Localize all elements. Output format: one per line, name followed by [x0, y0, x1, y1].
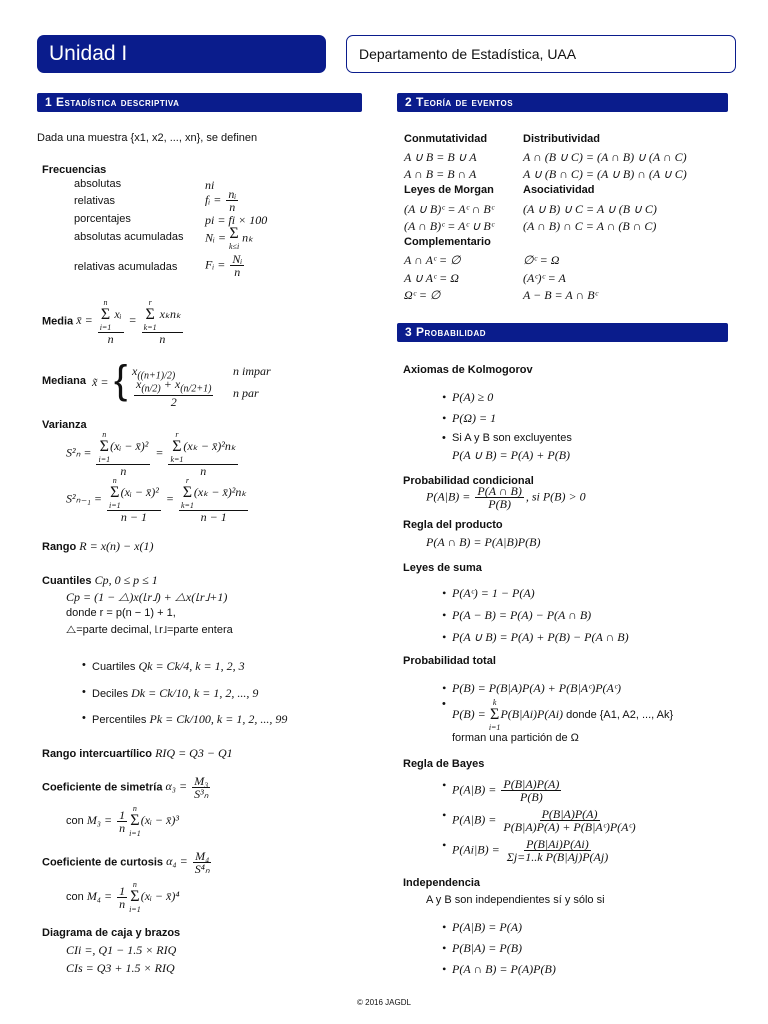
morgan-eq1: (A ∪ B)ᶜ = Aᶜ ∩ Bᶜ	[404, 202, 494, 216]
rango-label: Rango	[42, 541, 77, 553]
freq-absacum-eq: Nᵢ = Σ k≤i nₖ	[205, 225, 254, 251]
b1-den: P(B)	[520, 790, 543, 804]
total-2: • P(B) = k Σ i=1 P(B|Ai)P(Ai) donde {A1, A2, ..., Ak}	[452, 698, 673, 732]
freq-porcentajes: porcentajes	[74, 213, 131, 225]
riq-eq: RIQ = Q3 − Q1	[155, 746, 233, 760]
rango-eq: R = x(n) − x(1)	[79, 539, 154, 553]
section-header-descriptiva: 1 Estadística descriptiva	[37, 93, 362, 112]
con-label: con	[66, 814, 84, 827]
donde-line: donde r = p(n − 1) + 1,	[66, 607, 176, 619]
varianza-label: Varianza	[42, 419, 87, 431]
mediana-brace: {	[114, 358, 128, 402]
axioma-3: • Si A y B son excluyentes	[452, 432, 572, 444]
bayes-2	[452, 808, 640, 833]
producto-label: Regla del producto	[403, 519, 503, 531]
curtosis-m4: con M₄ = $\frac{1}{n}$ n Σ i=1 (xᵢ − x̄)⁴	[66, 880, 180, 914]
cp-eq: Cp = (1 − ⧍)x(⌊r⌋) + ⧍x(⌊r⌋+1)	[66, 590, 228, 604]
comp-eq6: A − B = A ∩ Bᶜ	[523, 288, 598, 302]
freq-absacum: absolutas acumuladas	[74, 231, 184, 243]
b3-lhs: P(Ai|B) =	[452, 842, 500, 857]
indep-1: • P(A|B) = P(A)	[452, 920, 522, 935]
riq-line	[42, 746, 233, 761]
freq-relacum: relativas acumuladas	[74, 261, 178, 273]
complementario-label: Complementario	[404, 236, 491, 248]
cuantiles-eq: Cp, 0 ≤ p ≤ 1	[94, 573, 158, 587]
varianza-sn1: S²ₙ₋₁ = n Σ i=1 (xᵢ − x̄)² n − 1 = r Σ k=1 (xₖ − x̄)²nₖ n − 1	[66, 476, 247, 524]
cond-den: P(B)	[488, 497, 511, 511]
intro-text: Dada una muestra {x1, x2, ..., xn}, se definen	[37, 132, 258, 144]
curtosis-line: Coeficiente de curtosis α₄ = $\frac{\text{M₄}}{\text{S⁴ₙ}}$	[42, 849, 210, 876]
conm-eq1: A ∪ B = B ∪ A	[404, 150, 477, 164]
asociatividad-label: Asociatividad	[523, 184, 595, 196]
t2c: donde {A1, A2, ..., Ak}	[566, 708, 674, 721]
axioma-2: • P(Ω) = 1	[452, 411, 496, 426]
deciles-item	[92, 686, 258, 701]
comp-eq1: A ∩ Aᶜ = ∅	[404, 253, 461, 267]
cuartiles-label: Cuartiles	[92, 661, 136, 673]
cuartiles-item	[92, 659, 245, 674]
total-2-particion: forman una partición de Ω	[452, 732, 579, 744]
suma-3: • P(A ∪ B) = P(A) + P(B) − P(A ∩ B)	[452, 630, 629, 645]
mediana-impar-eq: $x_{((n+1)/2)}$	[132, 364, 176, 382]
freq-pct-eq: pi = fi × 100	[205, 213, 268, 227]
freq-abs-eq: ni	[205, 178, 215, 192]
total-1: • P(B) = P(B|A)P(A) + P(B|Aᶜ)P(Aᶜ)	[452, 681, 621, 696]
t2b: P(B|Ai)P(Ai)	[500, 706, 564, 721]
axioma-3b: P(A ∪ B) = P(A) + P(B)	[452, 448, 571, 462]
freq-absolutas: absolutas	[74, 178, 122, 190]
suma-1: • P(Aᶜ) = 1 − P(A)	[452, 586, 535, 601]
b3-den: Σj=1..k P(B|Aj)P(Aj)	[506, 850, 609, 864]
bayes-label: Regla de Bayes	[403, 758, 485, 770]
cond-lhs: P(A|B) =	[426, 489, 471, 504]
frecuencias-label: Frecuencias	[42, 164, 107, 176]
caja-label: Diagrama de caja y brazos	[42, 927, 181, 939]
b1-num: P(B|A)P(A)	[503, 777, 560, 791]
rango-line	[42, 539, 153, 554]
dist-eq2: A ∪ (B ∩ C) = (A ∪ B) ∩ (A ∪ C)	[523, 167, 687, 181]
condicional-eq	[426, 485, 586, 510]
bayes-3	[452, 838, 612, 863]
conm-eq2: A ∩ B = B ∩ A	[404, 167, 477, 181]
comp-eq3: Ωᶜ = ∅	[404, 288, 441, 302]
unit-title: Unidad I	[37, 35, 326, 73]
distributividad-label: Distributividad	[523, 133, 601, 145]
department-box: Departamento de Estadística, UAA	[346, 35, 736, 73]
mediana-par: n par	[233, 386, 259, 400]
asoc-eq2: (A ∩ B) ∩ C = A ∩ (B ∩ C)	[523, 219, 657, 233]
b2-lhs: P(A|B) =	[452, 812, 497, 827]
percentiles-item	[92, 712, 287, 727]
suma-label: Leyes de suma	[403, 562, 482, 574]
b3-num: P(B|Ai)P(Ai)	[526, 837, 589, 851]
con-label: con	[66, 890, 84, 903]
cond-tail: , si P(B) > 0	[525, 489, 586, 504]
freq-rel-eq: fᵢ = $\frac{\text{nᵢ}}{n}$	[205, 187, 237, 214]
b2-den: P(B|A)P(A) + P(B|Aᶜ)P(Aᶜ)	[503, 820, 636, 834]
indep-2: • P(B|A) = P(B)	[452, 941, 522, 956]
independencia-text: A y B son independientes sí y sólo si	[426, 894, 605, 906]
section-header-probabilidad: 3 Probabilidad	[397, 323, 728, 342]
b1-lhs: P(A|B) =	[452, 782, 497, 797]
conmutatividad-label: Conmutatividad	[404, 133, 488, 145]
morgan-eq2: (A ∩ B)ᶜ = Aᶜ ∪ Bᶜ	[404, 219, 494, 233]
mediana-label: Mediana	[42, 375, 87, 387]
freq-relacum-eq: Fᵢ = $\frac{\text{Nᵢ}}{n}$	[205, 252, 243, 279]
dist-eq1: A ∩ (B ∪ C) = (A ∩ B) ∪ (A ∩ C)	[523, 150, 687, 164]
producto-eq: P(A ∩ B) = P(A|B)P(B)	[426, 535, 541, 549]
simetria-line: Coeficiente de simetría α₃ = $\frac{\text{M₃}}{\text{S³ₙ}}$	[42, 774, 209, 801]
indep-3: • P(A ∩ B) = P(A)P(B)	[452, 962, 556, 977]
deciles-eq: Dk = Ck/10, k = 1, 2, ..., 9	[131, 686, 259, 700]
comp-eq5: (Aᶜ)ᶜ = A	[523, 271, 566, 285]
asoc-eq1: (A ∪ B) ∪ C = A ∪ (B ∪ C)	[523, 202, 657, 216]
cuantiles-label: Cuantiles	[42, 575, 92, 587]
cuantiles-line	[42, 573, 158, 588]
media-formula: Media x̄ = n Σ i=1 xᵢ n = r Σ k=1 xₖnₖ n	[42, 298, 182, 346]
mediana-xtilde: x̃ =	[92, 375, 109, 389]
comp-eq4: ∅ᶜ = Ω	[523, 253, 560, 267]
riq-label: Rango intercuartílico	[42, 748, 153, 760]
mediana-impar: n impar	[233, 364, 271, 378]
media-label: Media	[42, 315, 74, 328]
percentiles-label: Percentiles	[92, 714, 147, 726]
condicional-label: Probabilidad condicional	[403, 475, 534, 487]
section-header-eventos: 2 Teoría de eventos	[397, 93, 728, 112]
suma-2: • P(A − B) = P(A) − P(A ∩ B)	[452, 608, 591, 623]
total-label: Probabilidad total	[403, 655, 496, 667]
morgan-label: Leyes de Morgan	[404, 184, 494, 196]
comp-eq2: A ∪ Aᶜ = Ω	[404, 271, 459, 285]
curtosis-label: Coeficiente de curtosis	[42, 856, 164, 869]
parte-line: ⧍=parte decimal, ⌊r⌋=parte entera	[66, 624, 233, 636]
b2-num: P(B|A)P(A)	[541, 807, 598, 821]
mediana-par-eq: $\frac{x_{(n/2)} + x_{(n/2+1)}}{2}$	[136, 377, 212, 410]
cond-num: P(A ∩ B)	[477, 484, 522, 498]
footer-copyright: © 2016 JAGDL	[357, 998, 411, 1007]
cis-eq: CIs = Q3 + 1.5 × RIQ	[66, 961, 175, 975]
independencia-label: Independencia	[403, 877, 481, 889]
axioma-1: • P(A) ≥ 0	[452, 390, 493, 405]
bayes-1	[452, 778, 563, 803]
t2a: P(B) =	[452, 706, 486, 721]
cuartiles-eq: Qk = Ck/4, k = 1, 2, 3	[138, 659, 245, 673]
freq-relativas: relativas	[74, 195, 115, 207]
deciles-label: Deciles	[92, 688, 129, 700]
simetria-label: Coeficiente de simetría	[42, 781, 163, 794]
percentiles-eq: Pk = Ck/100, k = 1, 2, ..., 99	[149, 712, 288, 726]
simetria-m3: con M₃ = $\frac{1}{n}$ n Σ i=1 (xᵢ − x̄)³	[66, 804, 179, 838]
kolmogorov-label: Axiomas de Kolmogorov	[403, 364, 533, 376]
varianza-sn: S²ₙ = n Σ i=1 (xᵢ − x̄)² n = r Σ k=1 (xₖ − x̄)²nₖ n	[66, 430, 236, 478]
cii-eq: CIi =, Q1 − 1.5 × RIQ	[66, 943, 177, 957]
